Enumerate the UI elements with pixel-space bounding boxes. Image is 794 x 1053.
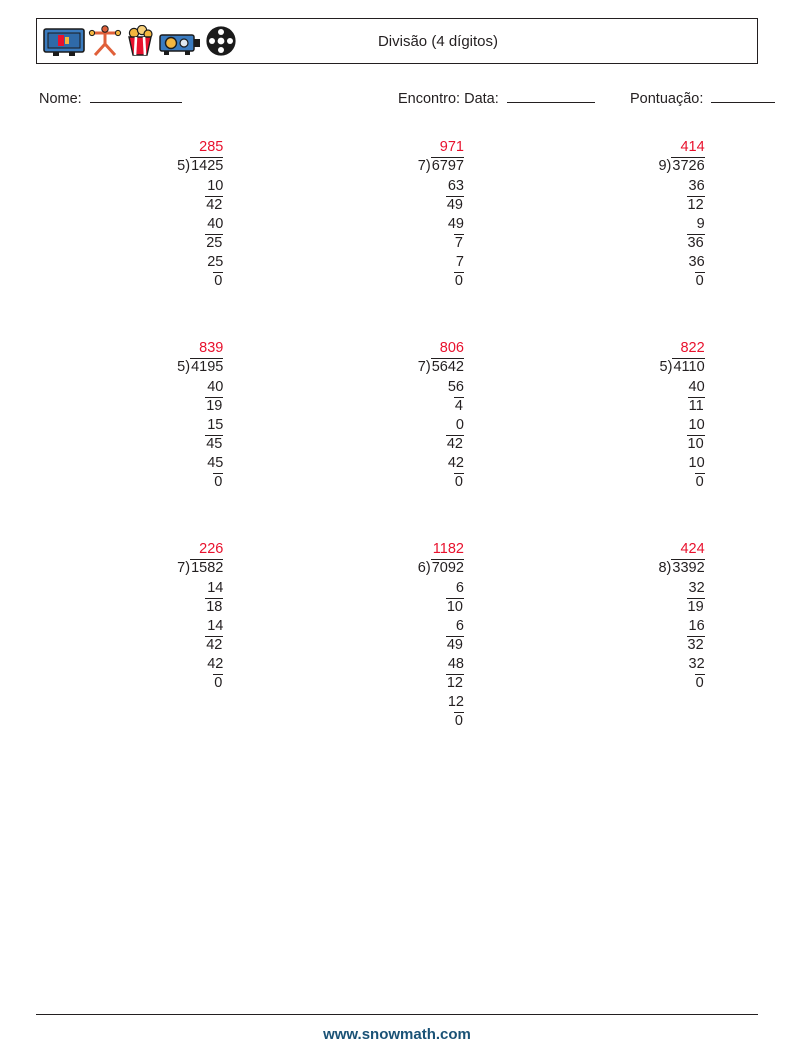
division-subtrahend — [81, 655, 231, 674]
division-remainder — [81, 473, 231, 492]
division-subtrahend — [81, 416, 231, 435]
name-field-group — [39, 90, 182, 107]
score-field-group — [630, 90, 775, 107]
division-bracket: ) — [425, 158, 431, 174]
step-value: 36 — [688, 254, 705, 270]
division-remainder — [81, 674, 231, 693]
divisor: 7 — [417, 158, 426, 174]
date-field-group — [398, 90, 595, 107]
step-value: 40 — [688, 379, 705, 395]
step-value: 10 — [688, 417, 705, 433]
step-value: 14 — [207, 618, 224, 634]
division-problem — [517, 540, 758, 741]
division-subtrahend — [322, 253, 472, 272]
division-bracket: ) — [185, 158, 191, 174]
dividend: 1582 — [191, 560, 224, 576]
popcorn-icon — [125, 25, 155, 57]
abacus-icon — [88, 25, 122, 57]
division-subtrahend — [81, 454, 231, 473]
worksheet-header — [36, 18, 758, 64]
quotient-answer: 971 — [439, 139, 464, 155]
division-remainder — [81, 196, 231, 215]
score-label: Pontuação: — [630, 91, 704, 107]
name-label: Nome: — [39, 91, 82, 107]
step-value: 15 — [207, 417, 224, 433]
division-subtrahend — [322, 215, 472, 234]
division-subtrahend — [563, 454, 713, 473]
divisor: 5 — [177, 359, 186, 375]
division-subtrahend — [563, 215, 713, 234]
chalkboard-icon — [43, 25, 85, 57]
quotient-answer: 414 — [680, 139, 705, 155]
division-subtrahend — [322, 693, 472, 712]
step-value: 49 — [446, 197, 463, 213]
division-problem — [36, 339, 277, 540]
dividend-row — [322, 157, 472, 177]
division-remainder — [81, 272, 231, 291]
header-icon-strip — [37, 19, 239, 63]
step-value: 7 — [455, 254, 464, 270]
step-value: 0 — [695, 273, 704, 289]
division-remainder — [81, 636, 231, 655]
division-subtrahend — [322, 617, 472, 636]
step-value: 12 — [687, 197, 704, 213]
division-subtrahend — [81, 253, 231, 272]
quotient-answer: 822 — [680, 340, 705, 356]
division-remainder — [81, 598, 231, 617]
divisor: 9 — [658, 158, 667, 174]
division-bracket: ) — [667, 359, 673, 375]
step-value: 49 — [446, 637, 463, 653]
division-subtrahend — [563, 416, 713, 435]
division-subtrahend — [563, 378, 713, 397]
division-bracket: ) — [425, 359, 431, 375]
division-problem — [277, 339, 518, 540]
step-value: 10 — [688, 455, 705, 471]
division-remainder — [563, 234, 713, 253]
long-division-work — [81, 339, 231, 492]
division-subtrahend — [322, 378, 472, 397]
step-value: 32 — [688, 656, 705, 672]
division-remainder — [563, 473, 713, 492]
division-bracket: ) — [666, 560, 672, 576]
step-value: 25 — [207, 254, 224, 270]
step-value: 36 — [687, 235, 704, 251]
division-remainder — [322, 712, 472, 731]
problem-grid — [36, 138, 758, 741]
long-division-work — [563, 339, 713, 492]
step-value: 10 — [207, 178, 224, 194]
dividend-row — [563, 358, 713, 378]
step-value: 0 — [214, 675, 223, 691]
dividend-row — [322, 358, 472, 378]
division-problem — [517, 138, 758, 339]
divisor: 5 — [659, 359, 668, 375]
division-subtrahend — [322, 655, 472, 674]
division-problem — [277, 540, 518, 741]
quotient-answer: 424 — [680, 541, 705, 557]
division-subtrahend — [322, 177, 472, 196]
division-remainder — [81, 234, 231, 253]
division-subtrahend — [322, 454, 472, 473]
division-bracket: ) — [185, 359, 191, 375]
division-problem — [517, 339, 758, 540]
step-value: 10 — [687, 436, 704, 452]
step-value: 42 — [206, 197, 223, 213]
name-input[interactable] — [90, 90, 182, 103]
quotient-answer: 226 — [199, 541, 224, 557]
divisor: 7 — [417, 359, 426, 375]
dividend-row — [563, 157, 713, 177]
division-remainder — [322, 674, 472, 693]
division-subtrahend — [563, 253, 713, 272]
division-remainder — [563, 435, 713, 454]
division-remainder — [563, 397, 713, 416]
dividend: 6797 — [431, 158, 464, 174]
division-subtrahend — [81, 579, 231, 598]
division-remainder — [81, 435, 231, 454]
quotient-answer: 806 — [439, 340, 464, 356]
divisor: 7 — [177, 560, 186, 576]
division-subtrahend — [563, 579, 713, 598]
long-division-work — [81, 138, 231, 291]
dividend: 5642 — [431, 359, 464, 375]
step-value: 11 — [688, 398, 704, 414]
step-value: 19 — [206, 398, 223, 414]
step-value: 14 — [207, 580, 224, 596]
division-problem — [36, 540, 277, 741]
division-remainder — [322, 435, 472, 454]
dividend: 4110 — [673, 359, 705, 375]
division-remainder — [563, 272, 713, 291]
step-value: 10 — [446, 599, 463, 615]
division-bracket: ) — [425, 560, 431, 576]
division-remainder — [322, 636, 472, 655]
step-value: 18 — [206, 599, 223, 615]
division-bracket: ) — [185, 560, 191, 576]
divisor: 6 — [417, 560, 426, 576]
division-problem — [36, 138, 277, 339]
division-remainder — [322, 397, 472, 416]
step-value: 63 — [447, 178, 464, 194]
step-value: 36 — [688, 178, 705, 194]
step-value: 42 — [447, 455, 464, 471]
step-value: 42 — [207, 656, 224, 672]
footer-divider — [36, 1014, 758, 1015]
meta-row — [36, 90, 776, 112]
step-value: 48 — [447, 656, 464, 672]
step-value: 19 — [687, 599, 704, 615]
step-value: 0 — [214, 273, 223, 289]
step-value: 0 — [695, 474, 704, 490]
step-value: 56 — [447, 379, 464, 395]
step-value: 49 — [447, 216, 464, 232]
step-value: 45 — [206, 436, 223, 452]
step-value: 6 — [455, 580, 464, 596]
long-division-work — [322, 339, 472, 492]
projector-icon — [158, 25, 202, 57]
step-value: 32 — [688, 580, 705, 596]
dividend: 7092 — [431, 560, 464, 576]
division-subtrahend — [81, 378, 231, 397]
division-subtrahend — [563, 617, 713, 636]
division-remainder — [563, 674, 713, 693]
quotient-answer: 1182 — [432, 541, 464, 557]
step-value: 6 — [455, 618, 464, 634]
long-division-work — [322, 540, 472, 731]
division-problem — [277, 138, 518, 339]
step-value: 25 — [206, 235, 223, 251]
division-subtrahend — [322, 416, 472, 435]
step-value: 12 — [446, 675, 463, 691]
divisor: 5 — [177, 158, 186, 174]
step-value: 12 — [447, 694, 464, 710]
dividend: 3726 — [672, 158, 705, 174]
step-value: 42 — [206, 637, 223, 653]
long-division-work — [322, 138, 472, 291]
step-value: 7 — [454, 235, 463, 251]
division-bracket: ) — [666, 158, 672, 174]
step-value: 0 — [695, 675, 704, 691]
long-division-work — [563, 540, 713, 693]
dividend-row — [81, 157, 231, 177]
date-input[interactable] — [507, 90, 595, 103]
step-value: 0 — [455, 417, 464, 433]
step-value: 16 — [688, 618, 705, 634]
quotient-answer: 839 — [199, 340, 224, 356]
division-subtrahend — [81, 177, 231, 196]
dividend: 4195 — [191, 359, 224, 375]
step-value: 42 — [446, 436, 463, 452]
step-value: 45 — [207, 455, 224, 471]
division-subtrahend — [81, 215, 231, 234]
date-label: Encontro: Data: — [398, 91, 499, 107]
division-subtrahend — [322, 579, 472, 598]
step-value: 32 — [687, 637, 704, 653]
step-value: 40 — [207, 379, 224, 395]
divisor: 8 — [658, 560, 667, 576]
dividend-row — [81, 559, 231, 579]
dividend: 1425 — [191, 158, 224, 174]
step-value: 40 — [207, 216, 224, 232]
step-value: 0 — [454, 474, 463, 490]
step-value: 0 — [454, 273, 463, 289]
quotient-answer: 285 — [199, 139, 224, 155]
division-remainder — [563, 196, 713, 215]
page-title: Divisão (4 dígitos) — [377, 32, 499, 50]
step-value: 9 — [696, 216, 705, 232]
step-value: 0 — [454, 713, 463, 729]
long-division-work — [81, 540, 231, 693]
footer-site: www.snowmath.com — [323, 1026, 471, 1043]
division-remainder — [322, 234, 472, 253]
division-remainder — [81, 397, 231, 416]
dividend: 3392 — [672, 560, 705, 576]
division-remainder — [322, 473, 472, 492]
score-input[interactable] — [711, 90, 775, 103]
dividend-row — [563, 559, 713, 579]
division-remainder — [322, 196, 472, 215]
film-reel-icon — [205, 25, 239, 57]
step-value: 4 — [454, 398, 463, 414]
step-value: 0 — [214, 474, 223, 490]
dividend-row — [81, 358, 231, 378]
division-subtrahend — [563, 655, 713, 674]
division-remainder — [563, 636, 713, 655]
division-subtrahend — [563, 177, 713, 196]
division-remainder — [563, 598, 713, 617]
division-remainder — [322, 272, 472, 291]
division-remainder — [322, 598, 472, 617]
long-division-work — [563, 138, 713, 291]
division-subtrahend — [81, 617, 231, 636]
dividend-row — [322, 559, 472, 579]
